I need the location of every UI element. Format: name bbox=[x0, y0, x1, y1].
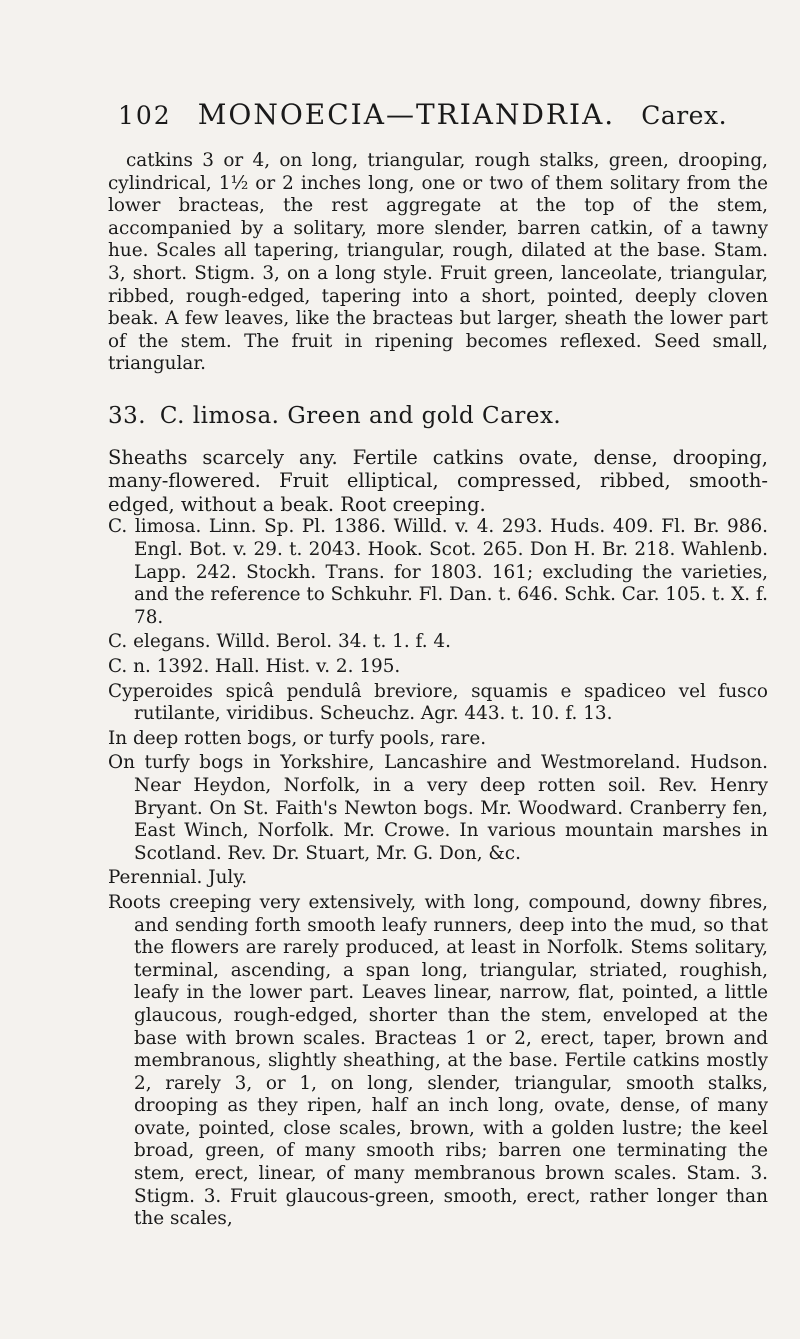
synonym-entry: Cyperoides spicâ pendulâ breviore, squamis e spadiceo vel fusco rutilante, viridibus. Scheuchz. Agr. 443. t. 10. f. 13. bbox=[108, 680, 768, 725]
synonym-entry: C. elegans. Willd. Berol. 34. t. 1. f. 4. bbox=[108, 631, 451, 653]
page-number: 102 bbox=[118, 101, 172, 130]
running-head bbox=[118, 98, 758, 131]
duration: Perennial. July. bbox=[108, 867, 248, 889]
species-diagnosis: Sheaths scarcely any. Fertile catkins ovate, dense, drooping, many-flowered. Fruit elliptical, compressed, ribbed, smooth-edged, without a beak. Root creeping. bbox=[108, 445, 768, 516]
species-common-name: Green and gold Carex. bbox=[287, 402, 562, 429]
page-body bbox=[108, 150, 768, 1233]
genus-label: Carex. bbox=[641, 101, 728, 130]
continuation-paragraph: catkins 3 or 4, on long, triangular, rough stalks, green, drooping, cylindrical, 1½ or 2 inches long, one or two of them solitary from the lower bracteas, the rest aggregate at the top of the stem, accompanied by a solitary, more slender, barren catkin, of a tawny hue. Scales all tapering, triangular, rough, dilated at the base. Stam. 3, short. Stigm. 3, on a long style. Fruit green, lanceolate, triangular, ribbed, rough-edged, tapering into a short, pointed, deeply cloven beak. A few leaves, like the bracteas but larger, sheath the lower part of the stem. The fruit in ripening becomes reflexed. Seed small, triangular. bbox=[108, 150, 768, 375]
habitat: In deep rotten bogs, or turfy pools, rare. bbox=[108, 727, 487, 749]
species-number: 33. bbox=[108, 402, 147, 429]
full-description: Roots creeping very extensively, with long, compound, downy fibres, and sending forth smooth leafy runners, deep into the mud, so that the flowers are rarely produced, at least in Norfolk. Stems solitary, terminal, ascending, a span long, triangular, striated, roughish, leafy in the lower part. Leaves linear, narrow, flat, pointed, a little glaucous, rough-edged, shorter than the stem, enveloped at the base with brown scales. Bracteas 1 or 2, erect, taper, brown and membranous, slightly sheathing, at the base. Fertile catkins mostly 2, rarely 3, or 1, on long, slender, triangular, smooth stalks, drooping as they ripen, half an inch long, ovate, dense, of many ovate, pointed, close scales, brown, with a golden lustre; the keel broad, green, of many smooth ribs; barren one terminating the stem, erect, linear, of many membranous brown scales. Stam. 3. Stigm. 3. Fruit glaucous-green, smooth, erect, rather longer than the scales, bbox=[108, 891, 768, 1230]
localities: On turfy bogs in Yorkshire, Lancashire and Westmoreland. Hudson. Near Heydon, Norfolk, in a very deep rotten soil. Rev. Henry Bryant. On St. Faith's Newton bogs. Mr. Woodward. Cranberry fen, East Winch, Norfolk. Mr. Crowe. In various mountain marshes in Scotland. Rev. Dr. Stuart, Mr. G. Don, &c. bbox=[108, 752, 768, 864]
synonym-entry: C. n. 1392. Hall. Hist. v. 2. 195. bbox=[108, 656, 401, 677]
species-name: C. limosa. bbox=[159, 402, 280, 429]
species-heading bbox=[108, 402, 768, 430]
page-title: MONOECIA—TRIANDRIA. bbox=[197, 98, 616, 131]
synonym-entry: C. limosa. Linn. Sp. Pl. 1386. Willd. v. 4. 293. Huds. 409. Fl. Br. 986. Engl. Bot. v. 29. t. 2043. Hook. Scot. 265. Don H. Br. 218. Wahlenb. Lapp. 242. Stockh. Trans. for 1803. 161; excluding the varieties, and the reference to Schkuhr. Fl. Dan. t. 646. Schk. Car. 105. t. X. f. 78. bbox=[108, 516, 768, 628]
